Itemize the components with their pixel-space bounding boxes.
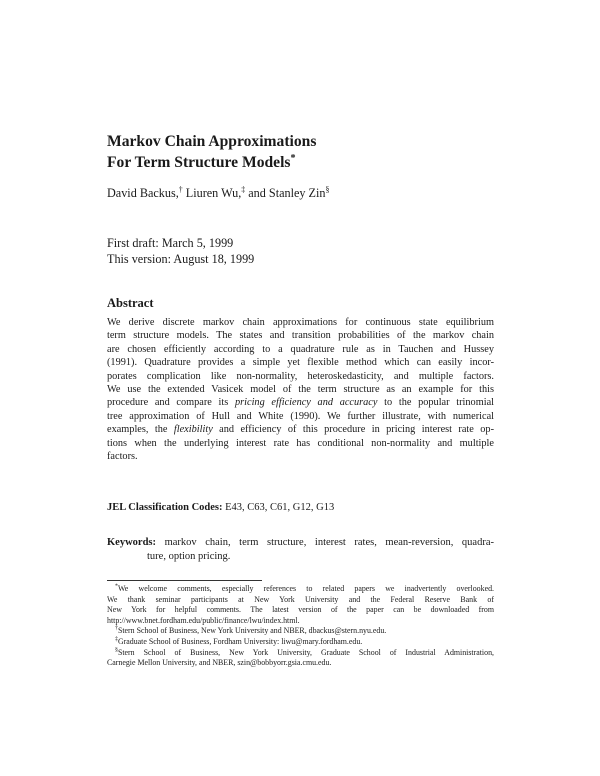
abstract-text: [107, 316, 494, 463]
author-zin: and Stanley Zin: [245, 186, 326, 200]
footnote-3: ‡Graduate School of Business, Fordham University: liwu@mary.fordham.edu.: [115, 636, 363, 646]
footnote-3-mark: ‡: [115, 636, 118, 643]
keywords-line-2: ture, option pricing.: [147, 551, 231, 562]
title-line-2: [107, 152, 316, 173]
footnote-2-mark: †: [115, 625, 118, 632]
author-backus: David Backus,: [107, 186, 179, 200]
keywords-label: Keywords:: [107, 537, 156, 548]
first-draft-date: First draft: March 5, 1999: [107, 236, 234, 250]
author-wu: Liuren Wu,: [182, 186, 242, 200]
footnote-2: †Stern School of Business, New York University and NBER, dbackus@stern.nyu.edu.: [115, 625, 387, 636]
footnote-4-line: §Stern School of Business, New York University, Graduate School of Industrial Administration,: [115, 646, 494, 657]
abstract-line: tions when the underlying interest rate has conditional non-normality and multiple: [107, 437, 494, 449]
abstract-line: examples, the flexibility and efficiency of this procedure in pricing interest rate op-: [107, 424, 495, 436]
author-list: [107, 186, 329, 201]
jel-codes: [107, 502, 334, 513]
keywords-line-1: Keywords: markov chain, term structure, interest rates, mean-reversion, quadra-: [107, 537, 494, 548]
abstract-heading: Abstract: [107, 296, 154, 310]
jel-label: JEL Classification Codes:: [107, 502, 223, 513]
jel-values: E43, C63, C61, G12, G13: [222, 502, 335, 513]
this-version-date: This version: August 18, 1999: [107, 251, 255, 266]
abstract-line: factors.: [107, 451, 138, 463]
footnote-1-line: *We welcome comments, especially references to related papers we inadvertently overlooked.: [115, 583, 494, 593]
keywords: [107, 536, 494, 564]
footnote-1-mark: *: [115, 583, 118, 590]
footnote-1-line: New York for helpful comments. The latest version of the paper can be downloaded from: [107, 605, 494, 615]
footnote-1-line: We thank seminar participants at New York University and the Federal Reserve Bank of: [107, 594, 494, 604]
footnote-4-line: Carnegie Mellon University, and NBER, szin@bobbyorr.gsia.cmu.edu.: [107, 658, 332, 668]
footnote-1-link[interactable]: http://www.bnet.fordham.edu/public/finance/lwu/index.html.: [107, 615, 300, 625]
title-footnote-mark: *: [290, 152, 296, 164]
footnotes: [107, 584, 494, 669]
abstract-line: procedure and compare its pricing efficiency and accuracy to the popular trinomial: [107, 397, 494, 409]
emphasis-pricing-efficiency: pricing efficiency and accuracy: [234, 397, 378, 409]
author-wu-mark: ‡: [241, 184, 246, 194]
paper-title: [107, 131, 316, 173]
abstract-line: term structure models. The states and transition probabilities of the markov chain: [107, 330, 494, 342]
version-dates: [107, 236, 254, 267]
abstract-line: porates complication like non-normality, heteroskedasticity, and multiple factors.: [107, 370, 494, 382]
footnote-divider: [107, 580, 262, 581]
abstract-line: We derive discrete markov chain approximations for continuous state equilibrium: [107, 317, 494, 328]
title-line-1: Markov Chain Approximations: [107, 133, 317, 150]
author-zin-mark: §: [325, 184, 330, 194]
abstract-line: tree approximation of Hull and White (1990). We further illustrate, with numerical: [107, 410, 494, 422]
title-line-2-text: For Term Structure Models: [107, 154, 291, 171]
abstract-line: are chosen efficiently according to a quadrature rule as in Tauchen and Hussey: [107, 343, 494, 355]
footnote-4-mark: §: [115, 646, 118, 653]
abstract-line: (1991). Quadrature provides a simple yet flexible method which can easily incor-: [107, 357, 494, 369]
author-backus-mark: †: [178, 184, 183, 194]
abstract-line: We use the extended Vasicek model of the term structure as an example for this: [107, 384, 494, 396]
emphasis-flexibility: flexibility: [173, 424, 213, 436]
